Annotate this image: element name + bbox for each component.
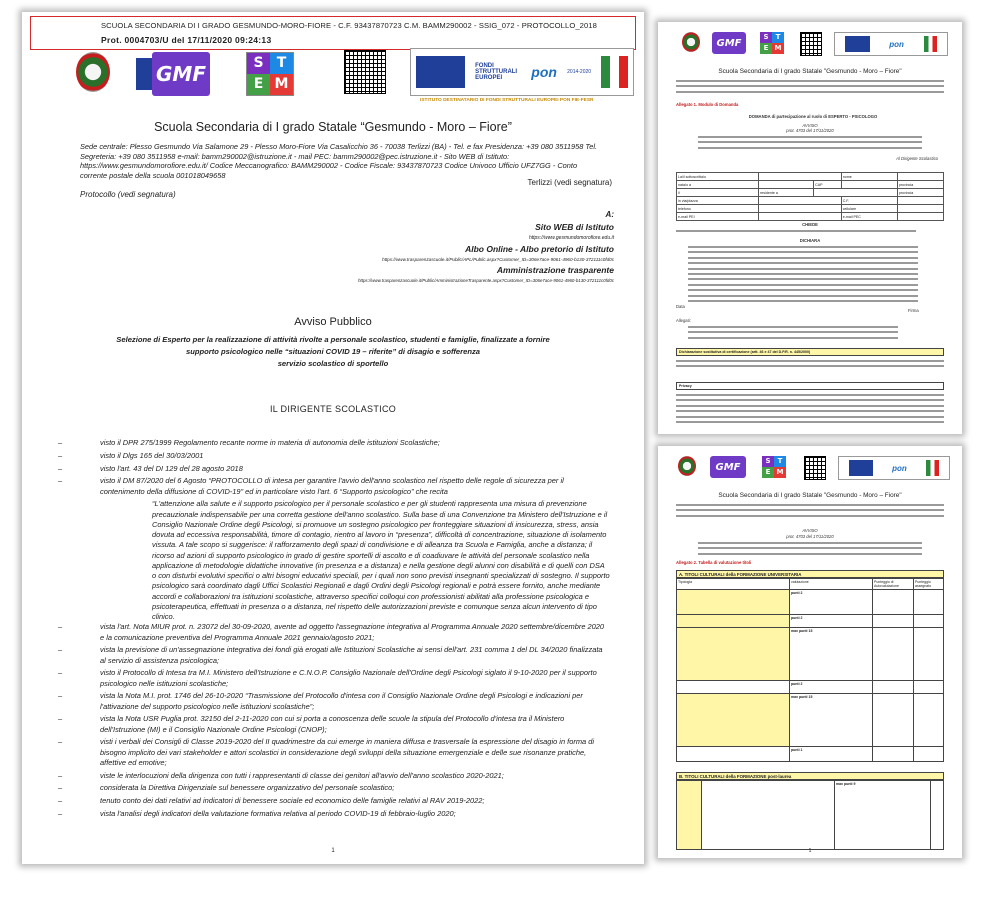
avviso-lines <box>698 136 922 152</box>
application-form-page <box>658 22 962 434</box>
table-cell <box>677 681 790 694</box>
table-input[interactable] <box>873 615 914 628</box>
form-cell: residente a <box>759 189 814 197</box>
eu-flag-icon <box>136 58 152 90</box>
table-row <box>677 747 944 762</box>
col-header: Punteggio assegnato <box>914 579 944 590</box>
table-cell: punti 2 <box>790 681 873 694</box>
main-document-page <box>22 12 644 864</box>
table-input[interactable] <box>914 747 944 762</box>
avviso-subject-line1: Selezione di Esperto per la realizzazione di attività rivolte a personale scolastico, studenti e famiglie, finalizzate a fornire <box>116 335 550 344</box>
form-input[interactable] <box>814 189 898 197</box>
table-input[interactable] <box>873 694 914 747</box>
form-cell: cellulare <box>841 205 897 213</box>
admin-transparency-label: Amministrazione trasparente <box>496 265 614 275</box>
form-cell: La/il sottoscritta/o <box>677 173 759 181</box>
stem-t: T <box>270 53 293 74</box>
form-cell: telefono <box>677 205 759 213</box>
allegati-label: Allegati: <box>676 318 691 323</box>
pon-years: 2014-2020 <box>567 69 592 75</box>
form-cell: CAP <box>814 181 842 189</box>
form-input[interactable] <box>759 205 842 213</box>
dirigente-heading: IL DIRIGENTE SCOLASTICO <box>269 404 397 414</box>
chiede-lines <box>676 230 916 235</box>
dichiara-label: DICHIARA <box>799 238 821 243</box>
table-cell: punti 2 <box>790 590 873 615</box>
table-cell: max punti 15 <box>790 694 873 747</box>
italy-flag-icon <box>926 460 939 475</box>
table-cell <box>702 781 835 850</box>
gmf-logo: GMF <box>712 32 746 54</box>
avviso-subject <box>42 334 624 370</box>
domanda-title: DOMANDA di partecipazione al ruolo di ESPERTO - PSICOLOGO <box>748 114 878 119</box>
table-row <box>677 628 944 681</box>
table-row <box>677 781 944 850</box>
form-input[interactable] <box>759 173 842 181</box>
section-dichiarazione: Dichiarazione sostitutiva di certificazione (artt. 46 e 47 del D.P.R. n. 445/2000) <box>676 348 944 356</box>
italian-republic-emblem-icon <box>678 456 696 476</box>
list-item: – vista l'art. Nota MIUR prot. n. 23072 del 30-09-2020, avente ad oggetto l'assegnazione integrativa al Programma Annuale 2020 settembre/dicembre 2020 e la comunicazione preventiva del Programma Annuale 2021 gennaio/agosto 2021; <box>80 622 610 643</box>
dichiarazione-lines <box>676 360 944 371</box>
admin-transparency-url-link[interactable]: https://www.trasparenzascuole.it/Public/AmministrazioneTrasparente.aspx?Customer_ID=306e7ace-9061-4960-b130-372111c0fd0c <box>358 278 614 283</box>
form-cell: il <box>677 189 759 197</box>
form-cell: provincia <box>897 181 943 189</box>
form-row <box>677 213 944 221</box>
eu-flag-icon <box>416 56 465 88</box>
table-row <box>677 681 944 694</box>
table-input[interactable] <box>914 694 944 747</box>
pon-banner <box>834 32 948 56</box>
col-header: Punteggio di Autovalutazione <box>873 579 914 590</box>
italian-republic-emblem-icon <box>76 52 110 92</box>
avviso-title: Avviso Pubblico <box>294 316 372 328</box>
page-number: 1 <box>331 848 335 854</box>
table-row <box>677 590 944 615</box>
form-input[interactable] <box>841 181 897 189</box>
form-row <box>677 205 944 213</box>
form-cell: in via/piazza <box>677 197 759 205</box>
protocol-stamp-line1: SCUOLA SECONDARIA DI I GRADO GESMUNDO-MORO-FIORE - C.F. 93437870723 C.M. BAMM290002 - SSIG_072 - PROTOCOLLO_2018 <box>101 21 597 30</box>
evaluation-table-page <box>658 446 962 858</box>
avviso-prot: prot. 4703 del 17/11/2020 <box>786 534 834 539</box>
stem-logo <box>760 32 784 54</box>
pon-text: pon <box>892 463 907 473</box>
table-cell <box>677 615 790 628</box>
avviso-label: AVVISO <box>802 528 818 533</box>
form-cell: provincia <box>897 189 943 197</box>
form-cell: nata/o a <box>677 181 759 189</box>
stem-e: E <box>762 467 774 478</box>
eu-flag-icon <box>845 36 870 51</box>
table-cell <box>677 590 790 615</box>
stem-e: E <box>247 74 270 95</box>
form-input[interactable] <box>759 181 814 189</box>
table-input[interactable] <box>914 628 944 681</box>
form-input[interactable] <box>759 213 842 221</box>
school-name: Scuola Secondaria di I grado Statale “Gesmundo - Moro – Fiore” <box>154 120 512 134</box>
stem-s: S <box>760 32 772 43</box>
address-lines <box>676 504 944 520</box>
pon-fondi-text: FONDI STRUTTURALI EUROPEI <box>475 62 518 82</box>
qr-code-icon <box>800 32 822 56</box>
gmf-logo: GMF <box>710 456 746 478</box>
stem-s: S <box>247 53 270 74</box>
form-cell: e-mail PEC <box>841 213 897 221</box>
list-item: – vista l'analisi degli indicatori della valutazione formativa relativa al periodo COVID-19 di febbraio-luglio 2020; <box>80 809 610 819</box>
form-row <box>677 197 944 205</box>
qr-code-icon <box>344 50 386 94</box>
form-cell: C.F. <box>841 197 897 205</box>
table-cell <box>677 781 702 850</box>
table-input[interactable] <box>873 681 914 694</box>
avviso-subject-line3: servizio scolastico di sportello <box>277 359 389 368</box>
stem-t: T <box>772 32 784 43</box>
site-url-link[interactable]: https://www.gesmundomorofiore.edu.it <box>528 235 614 241</box>
allegati-lines <box>688 326 898 342</box>
table-input[interactable] <box>873 590 914 615</box>
list-item: – visto il DM 87/2020 del 6 Agosto “PROTOCOLLO di intesa per garantire l'avvio dell'anno scolastico nel rispetto delle regole di sicurezza per il contenimento della diffusione di COVID-19” ed in particolare visto l'art. 6 “Supporto psicologico” che recita <box>80 476 610 497</box>
school-name: Scuola Secondaria di I grado Statale "Gesmundo - Moro – Fiore" <box>718 492 902 499</box>
section-a-header: A. TITOLI CULTURALI della FORMAZIONE UNIVERSITARIA <box>676 570 944 578</box>
chiede-label: CHIEDE <box>802 222 818 227</box>
to-dirigente: Al Dirigente Scolastico <box>896 156 938 161</box>
recipients-to: A: <box>605 210 614 219</box>
table-input[interactable] <box>914 681 944 694</box>
address-lines <box>676 80 944 96</box>
list-item: – tenuto conto dei dati relativi ad indicatori di benessere sociale ed economico delle famiglie relativi al RAV 2019-2022; <box>80 796 610 806</box>
table-header-row <box>677 579 944 590</box>
pon-subtitle: ISTITUTO DESTINATARIO DI FONDI STRUTTURALI EUROPEI PON FIE-FESR <box>420 98 594 103</box>
list-item: – viste le interlocuzioni della dirigenza con tutti i rappresentanti di classe dei genitori all'avvio dell'anno scolastico 2020-2021; <box>80 771 610 781</box>
allegato-label: Allegato 2. Tabella di valutazione titoli <box>676 560 752 565</box>
form-input[interactable] <box>897 213 943 221</box>
evaluation-table-b <box>676 780 944 850</box>
data-label: Data <box>676 304 685 309</box>
col-header: valutazione <box>790 579 873 590</box>
eu-flag-icon <box>849 460 873 475</box>
form-input[interactable] <box>897 173 943 181</box>
table-input[interactable] <box>914 615 944 628</box>
pon-banner <box>410 48 634 96</box>
allegato-label: Allegato 1. Modulo di Domanda <box>676 102 739 107</box>
list-item: – vista la Nota M.I. prot. 1746 del 26-10-2020 “Trasmissione del Protocollo d'intesa con il Consiglio Nazionale Ordine degli Psicologi e indicazioni per l'attivazione del supporto psicologico nelle istituzioni scolastiche”; <box>80 691 610 712</box>
gmf-logo-text: GMF <box>152 52 210 96</box>
albo-url-link[interactable]: https://www.trasparenzascuole.it/Public/APL/Public.aspx?Customer_ID=306e7ace-9061-4960-b130-372111c0fd0c <box>382 257 614 262</box>
list-item: – considerata la Direttiva Dirigenziale sul benessere organizzativo del personale scolastico; <box>80 783 610 793</box>
table-cell: punti 1 <box>790 747 873 762</box>
stem-m: M <box>774 467 786 478</box>
italy-flag-icon <box>601 56 628 88</box>
considerations-list <box>80 438 610 822</box>
col-header: Tipologia <box>677 579 790 590</box>
section-privacy: Privacy <box>676 382 944 390</box>
table-row <box>677 694 944 747</box>
list-item: – visto il Dlgs 165 del 30/03/2001 <box>80 451 610 461</box>
table-cell <box>677 694 790 747</box>
gmf-logo <box>136 52 210 96</box>
avviso-lines <box>698 542 922 558</box>
form-cell: nome <box>841 173 897 181</box>
albo-label: Albo Online - Albo pretorio di Istituto <box>465 244 614 254</box>
table-cell: max punti 9 <box>835 781 931 850</box>
form-row <box>677 173 944 181</box>
table-cell <box>677 628 790 681</box>
stem-logo <box>246 52 294 96</box>
stem-t: T <box>774 456 786 467</box>
evaluation-table-a <box>676 578 944 762</box>
table-input[interactable] <box>914 590 944 615</box>
firma-label: Firma <box>908 308 919 313</box>
list-item: – visto il Protocollo di Intesa tra M.I. Ministero dell'Istruzione e C.N.O.P. Consiglio Nazionale dell'Ordine degli Psicologi siglato il 9-10-2020 per il supporto psicologico nelle istituzioni scolastiche; <box>80 668 610 689</box>
pon-text: pon <box>889 39 904 49</box>
form-input[interactable] <box>897 197 943 205</box>
table-cell: punti 2 <box>790 615 873 628</box>
applicant-form <box>676 172 944 221</box>
form-row <box>677 181 944 189</box>
place-date: Terlizzi (vedi segnatura) <box>527 178 612 187</box>
stem-m: M <box>772 43 784 54</box>
list-item: – vista la Nota USR Puglia prot. 32150 del 2-11-2020 con cui si porta a conoscenza delle scuole la stipula del Protocollo d'intesa tra il Ministero dell'Istruzione (MI) e il Consiglio Nazionale Ordine Psicologi (CNOP); <box>80 714 610 735</box>
list-item: – visti i verbali dei Consigli di Classe 2019-2020 del II quadrimestre da cui emerge in maniera diffusa e trasversale la espressione del disagio in forma di bisogno implicito dei vari stakeholder e attori scolastici in considerazione degli sviluppi della situazione emergenziale e delle sue risonanze pratiche, affettive ed emotive; <box>80 737 610 768</box>
dichiara-lines <box>688 246 918 305</box>
table-input[interactable] <box>931 781 944 850</box>
list-item: – visto l'art. 43 del DI 129 del 28 agosto 2018 <box>80 464 610 474</box>
stem-m: M <box>270 74 293 95</box>
list-item: – visto il DPR 275/1999 Regolamento recante norme in materia di autonomia delle istituzioni Scolastiche; <box>80 438 610 448</box>
table-row <box>677 615 944 628</box>
avviso-label: AVVISO <box>802 123 818 128</box>
list-item: – vista la previsione di un'assegnazione integrativa dei fondi già erogati alle Istituzioni Scolastiche ai sensi dell'art. 231 comma 1 del DL 34/2020 finalizzata al servizio di assistenza psicologica; <box>80 645 610 666</box>
qr-code-icon <box>804 456 826 480</box>
avviso-subject-line2: supporto psicologico nelle “situazioni COVID 19 – riferite” di disagio e sofferenza <box>186 347 480 356</box>
site-label: Sito WEB di Istituto <box>535 222 614 232</box>
privacy-lines <box>676 394 944 426</box>
page-number: 1 <box>808 848 812 854</box>
pon-banner <box>838 456 950 480</box>
form-input[interactable] <box>897 205 943 213</box>
section-b-header: B. TITOLI CULTURALI della FORMAZIONE post-laurea <box>676 772 944 780</box>
protocol-label: Protocollo (vedi segnatura) <box>80 190 176 199</box>
italian-republic-emblem-icon <box>682 32 700 52</box>
form-input[interactable] <box>759 197 842 205</box>
school-name: Scuola Secondaria di I grado Statale "Gesmundo - Moro – Fiore" <box>718 68 902 75</box>
address-block: Sede centrale: Plesso Gesmundo Via Salamone 29 - Plesso Moro-Fiore Via Casalicchio 36 - 70038 Terlizzi (BA) - Tel. e fax Presidenza: +39 080 3511958 Tel. Segreteria: +39 080 3511958 e-mail: bamm290002@istruzione.it - mail PEC: bamm290002@pec.istruzione.it - Sito WEB di Istituto: https://www.gesmundomorofiore.edu.it/ Codice Meccanografico: BAMM290002 - Codice Fiscale: 93437870723 Codice Univoco Ufficio UFZ7GG - Conto corrente postale della scuola 001018049658 <box>80 142 598 180</box>
table-cell: max punti 15 <box>790 628 873 681</box>
support-quote: “L'attenzione alla salute e il supporto psicologico per il personale scolastico e per gli studenti rappresenta una misura di prevenzione precauzionale indispensabile per una corretta gestione dell'anno scolastico. Sulla base di una Convenzione tra Ministero dell'Istruzione e il Consiglio Nazionale Ordine degli Psicologi, si promuove un sostegno psicologico per fronteggiare situazioni di insicurezza, stress, ansia dovuta ad eccessiva responsabilità, timore di contagio, rientro al lavoro in “presenza”, difficoltà di concentrazione, situazione di isolamento vissuta. A tale scopo si suggerisce: il rafforzamento degli spazi di condivisione e di alleanza tra Scuola e Famiglia, anche a distanza; il ricorso ad azioni di supporto psicologico in grado di gestire sportelli di ascolto e di coadiuvare le attività del personale scolastico nella applicazione di metodologie didattiche innovative (in presenza e a distanza) e nella gestione degli alunni con disabilità e di quelli con DSA o con disturbi evolutivi specifici o altri bisogni educativi speciali, per i quali non sono previsti insegnanti specializzati di sostegno. Il supporto psicologico sarà coordinato dagli Uffici Scolastici Regionali e dagli Ordini degli Psicologi regionali e potrà essere fornito, anche mediante accordi e collaborazioni tra istituzioni scolastiche, attraverso specifici colloqui con professionisti abilitati alla professione psicologica e psicoterapeutica, effettuati in presenza o a distanza, nel rispetto delle autorizzazioni previste e comunque senza alcun intervento di tipo clinico. <box>152 499 610 621</box>
avviso-prot: prot. 4703 del 17/11/2020 <box>786 128 834 133</box>
form-row <box>677 189 944 197</box>
protocol-stamp <box>30 16 636 50</box>
table-input[interactable] <box>873 628 914 681</box>
stem-e: E <box>760 43 772 54</box>
italy-flag-icon <box>924 36 937 51</box>
form-cell: e-mail PEI <box>677 213 759 221</box>
pon-text: pon <box>531 64 557 80</box>
stem-logo <box>762 456 786 478</box>
stem-s: S <box>762 456 774 467</box>
protocol-stamp-line2: Prot. 0004703/U del 17/11/2020 09:24:13 <box>101 35 272 45</box>
table-cell <box>677 747 790 762</box>
table-input[interactable] <box>873 747 914 762</box>
